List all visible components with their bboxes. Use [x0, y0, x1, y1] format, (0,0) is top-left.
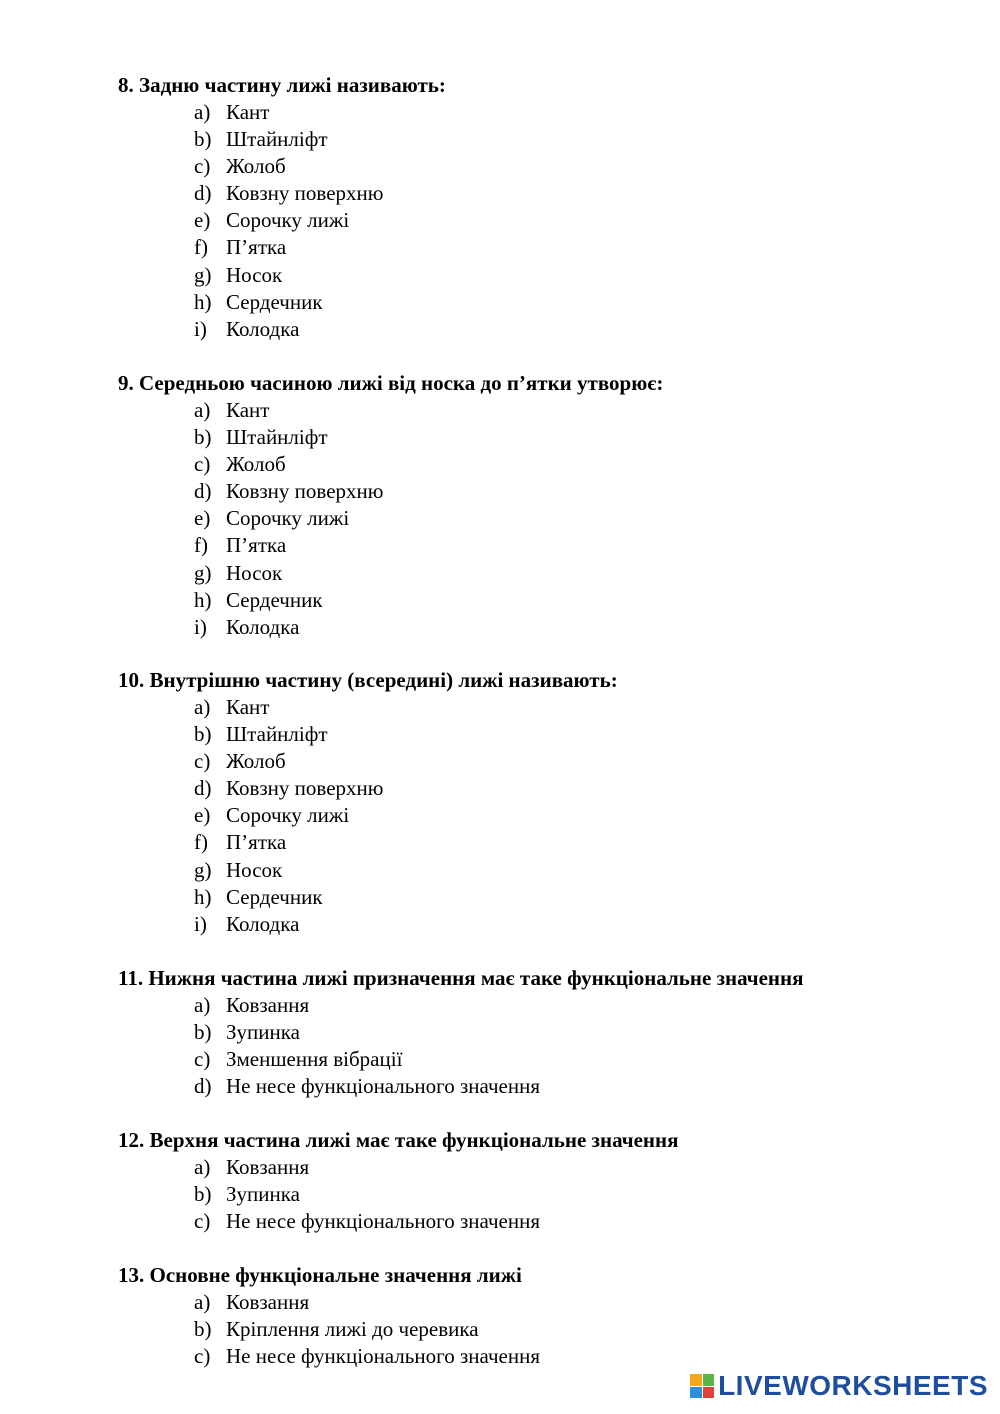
option-text: П’ятка: [226, 830, 287, 855]
option-text: Не несе функціонального значення: [226, 1344, 540, 1369]
answer-option[interactable]: [194, 1154, 540, 1181]
option-text: Сорочку лижі: [226, 506, 350, 531]
option-letter: h): [194, 587, 212, 612]
answer-option[interactable]: [194, 289, 383, 316]
liveworksheets-brand[interactable]: [690, 1372, 988, 1400]
answer-option[interactable]: [194, 262, 383, 289]
option-letter: h): [194, 289, 212, 314]
option-letter: b): [194, 1317, 212, 1342]
options-list: [194, 1154, 540, 1235]
options-list: [194, 992, 540, 1100]
option-text: Не несе функціонального значення: [226, 1074, 540, 1099]
answer-option[interactable]: [194, 424, 383, 451]
option-letter: a): [194, 1290, 211, 1314]
question-title: 11. Нижня частина лижі призначення має таке функціональне значення: [118, 966, 804, 990]
option-text: Зменшення вібрації: [226, 1047, 403, 1072]
option-letter: i): [194, 614, 207, 639]
answer-option[interactable]: [194, 505, 383, 532]
option-text: Жолоб: [226, 749, 286, 774]
option-text: Ковзну поверхню: [226, 479, 384, 504]
option-text: Штайнліфт: [226, 722, 328, 747]
answer-option[interactable]: [194, 614, 383, 641]
answer-option[interactable]: [194, 478, 383, 505]
option-letter: b): [194, 722, 212, 747]
option-text: Кант: [226, 100, 270, 124]
option-letter: c): [194, 1209, 211, 1234]
option-text: П’ятка: [226, 235, 287, 260]
answer-option[interactable]: [194, 316, 383, 343]
brand-name: LIVEWORKSHEETS: [718, 1370, 988, 1401]
option-letter: c): [194, 1047, 211, 1072]
answer-option[interactable]: [194, 1208, 540, 1235]
option-letter: h): [194, 884, 212, 909]
answer-option[interactable]: [194, 1073, 540, 1100]
option-text: Сердечник: [226, 587, 323, 612]
option-text: Ковзну поверхню: [226, 776, 384, 801]
answer-option[interactable]: [194, 884, 383, 911]
option-letter: b): [194, 1020, 212, 1045]
answer-option[interactable]: [194, 748, 383, 775]
option-text: Сорочку лижі: [226, 208, 350, 233]
option-text: Ковзну поверхню: [226, 181, 384, 206]
option-text: Зупинка: [226, 1020, 300, 1045]
answer-option[interactable]: [194, 126, 383, 153]
answer-option[interactable]: [194, 829, 383, 856]
answer-option[interactable]: [194, 992, 540, 1019]
answer-option[interactable]: [194, 560, 383, 587]
option-letter: c): [194, 1344, 211, 1369]
answer-option[interactable]: [194, 451, 383, 478]
options-list: [194, 694, 383, 938]
option-letter: g): [194, 262, 212, 287]
option-letter: c): [194, 154, 211, 179]
answer-option[interactable]: [194, 694, 383, 721]
options-list: [194, 1289, 540, 1370]
option-letter: a): [194, 398, 211, 422]
option-letter: a): [194, 1155, 211, 1179]
question-title: 8. Задню частину лижі називають:: [118, 73, 446, 97]
question-title: 9. Середньою часиною лижі від носка до п’ятки утворює:: [118, 371, 664, 395]
option-letter: d): [194, 479, 212, 504]
answer-option[interactable]: [194, 1046, 540, 1073]
question-title: 12. Верхня частина лижі має таке функціональне значення: [118, 1128, 679, 1152]
option-text: Зупинка: [226, 1182, 300, 1207]
answer-option[interactable]: [194, 397, 383, 424]
option-letter: b): [194, 1182, 212, 1207]
option-text: Кріплення лижі до черевика: [226, 1317, 479, 1342]
option-letter: i): [194, 911, 207, 936]
answer-option[interactable]: [194, 234, 383, 261]
option-text: Не несе функціонального значення: [226, 1209, 540, 1234]
question-title: 10. Внутрішню частину (всередині) лижі називають:: [118, 668, 618, 692]
option-letter: g): [194, 560, 212, 585]
liveworksheets-logo-icon: [690, 1374, 714, 1398]
answer-option[interactable]: [194, 1343, 540, 1370]
option-text: П’ятка: [226, 533, 287, 558]
options-list: [194, 397, 383, 641]
option-letter: e): [194, 208, 211, 233]
option-letter: i): [194, 316, 207, 341]
option-letter: a): [194, 695, 211, 719]
option-letter: d): [194, 776, 212, 801]
answer-option[interactable]: [194, 1289, 540, 1316]
answer-option[interactable]: [194, 911, 383, 938]
option-text: Кант: [226, 695, 270, 719]
option-letter: d): [194, 1074, 212, 1099]
option-letter: b): [194, 425, 212, 450]
answer-option[interactable]: [194, 207, 383, 234]
option-letter: a): [194, 993, 211, 1017]
option-letter: g): [194, 857, 212, 882]
option-text: Носок: [226, 262, 283, 287]
option-letter: f): [194, 830, 208, 855]
option-text: Штайнліфт: [226, 425, 328, 450]
answer-option[interactable]: [194, 1181, 540, 1208]
option-letter: a): [194, 100, 211, 124]
option-letter: f): [194, 235, 208, 260]
option-letter: d): [194, 181, 212, 206]
option-letter: e): [194, 506, 211, 531]
option-text: Ковзання: [226, 993, 310, 1017]
option-letter: f): [194, 533, 208, 558]
option-text: Колодка: [226, 316, 300, 341]
answer-option[interactable]: [194, 1019, 540, 1046]
option-text: Носок: [226, 857, 283, 882]
option-text: Штайнліфт: [226, 127, 328, 152]
option-text: Ковзання: [226, 1290, 310, 1314]
option-text: Кант: [226, 398, 270, 422]
option-text: Сорочку лижі: [226, 803, 350, 828]
answer-option[interactable]: [194, 180, 383, 207]
answer-option[interactable]: [194, 802, 383, 829]
answer-option[interactable]: [194, 775, 383, 802]
option-text: Жолоб: [226, 452, 286, 477]
answer-option[interactable]: [194, 587, 383, 614]
answer-option[interactable]: [194, 721, 383, 748]
options-list: [194, 99, 383, 343]
question-title: 13. Основне функціональне значення лижі: [118, 1263, 522, 1287]
option-text: Колодка: [226, 614, 300, 639]
option-letter: b): [194, 127, 212, 152]
option-text: Жолоб: [226, 154, 286, 179]
option-text: Сердечник: [226, 884, 323, 909]
option-letter: e): [194, 803, 211, 828]
answer-option[interactable]: [194, 99, 383, 126]
option-text: Носок: [226, 560, 283, 585]
option-letter: c): [194, 452, 211, 477]
option-letter: c): [194, 749, 211, 774]
answer-option[interactable]: [194, 857, 383, 884]
answer-option[interactable]: [194, 1316, 540, 1343]
answer-option[interactable]: [194, 153, 383, 180]
option-text: Сердечник: [226, 289, 323, 314]
option-text: Ковзання: [226, 1155, 310, 1179]
answer-option[interactable]: [194, 532, 383, 559]
option-text: Колодка: [226, 911, 300, 936]
